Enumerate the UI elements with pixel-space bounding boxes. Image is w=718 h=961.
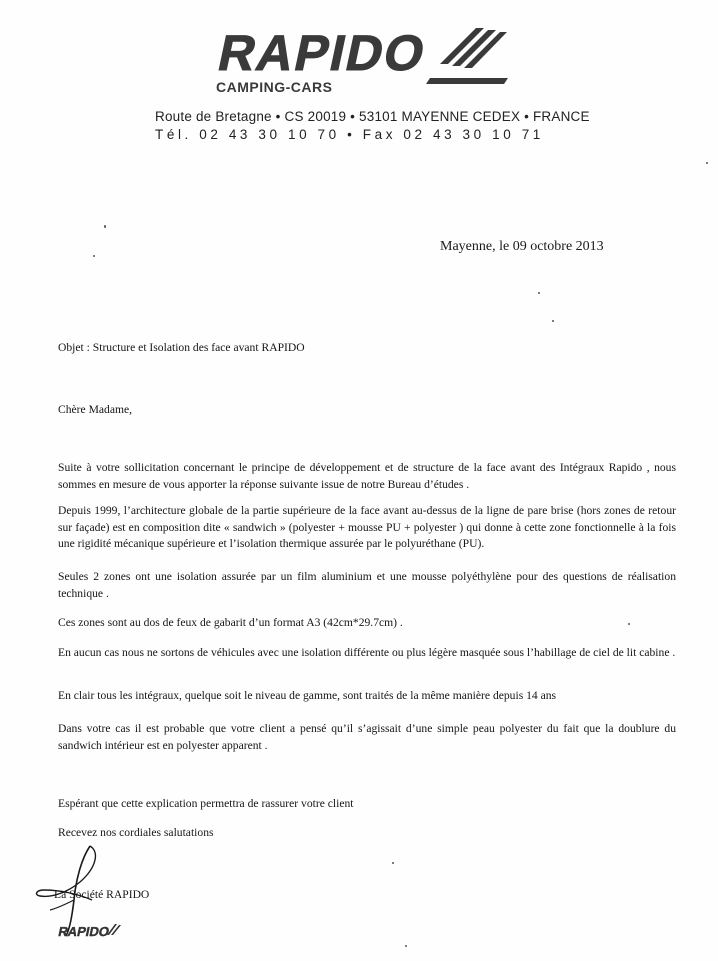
scan-speck — [538, 292, 540, 294]
closing-salutation: Recevez nos cordiales salutations — [58, 826, 214, 839]
scan-speck — [628, 623, 630, 625]
signer-name: La Société RAPIDO — [54, 888, 150, 901]
closing-line: Espérant que cette explication permettra de rassurer votre client — [58, 797, 354, 810]
stamp-brand-text: RAPIDO — [57, 924, 111, 939]
letter-greeting: Chère Madame, — [58, 403, 133, 416]
logo-brand-text: RAPIDO — [213, 24, 432, 81]
letterhead-phone: Tél. 02 43 30 10 70 • Fax 02 43 30 10 71 — [155, 127, 544, 142]
rapido-logo — [208, 22, 508, 102]
scan-speck — [392, 862, 394, 864]
scan-speck — [104, 225, 106, 228]
body-paragraph: En aucun cas nous ne sortons de véhicules avec une isolation différente ou plus légère masquée sous l’habillage de ciel de lit cabine . — [58, 646, 676, 659]
letter-date: Mayenne, le 09 octobre 2013 — [440, 239, 604, 254]
body-paragraph: Ces zones sont au dos de feux de gabarit d’un format A3 (42cm*29.7cm) . — [58, 616, 403, 629]
letter-subject: Objet : Structure et Isolation des face avant RAPIDO — [58, 341, 305, 354]
body-paragraph: En clair tous les intégraux, quelque soit le niveau de gamme, sont traités de la même manière depuis 14 ans — [58, 689, 557, 702]
body-paragraph: Depuis 1999, l’architecture globale de la partie supérieure de la face avant au-dessus de la ligne de pare brise (hors zones de retour sur façade) est en composition dite « sandwich » (polyester + mousse PU + polyester ) qui donne à cette zone fonctionnelle à la fois une rigidité mécanique supérieure et l’isolation thermique assurée par le polyuréthane (PU). — [58, 504, 676, 550]
logo-subtitle-text: CAMPING-CARS — [216, 79, 333, 95]
scan-speck — [552, 320, 554, 322]
body-paragraph: Seules 2 zones ont une isolation assurée par un film aluminium et une mousse polyéthylène pour des questions de réalisation technique . — [58, 570, 676, 600]
scan-speck — [706, 162, 708, 164]
letterhead-address: Route de Bretagne • CS 20019 • 53101 MAYENNE CEDEX • FRANCE — [155, 109, 590, 124]
rapido-stamp-logo — [57, 920, 122, 942]
scan-speck — [405, 945, 407, 947]
scan-speck — [93, 255, 95, 257]
body-paragraph: Suite à votre sollicitation concernant le principe de développement et de structure de la face avant des Intégraux Rapido , nous sommes en mesure de vous apporter la réponse suivante issue de notre Bureau d’études . — [58, 461, 676, 491]
body-paragraph: Dans votre cas il est probable que votre client a pensé qu’il s’agissait d’une simple peau polyester du fait que la doublure du sandwich intérieur est en polyester apparent . — [58, 722, 676, 752]
logo-swoosh-icon — [426, 28, 508, 84]
